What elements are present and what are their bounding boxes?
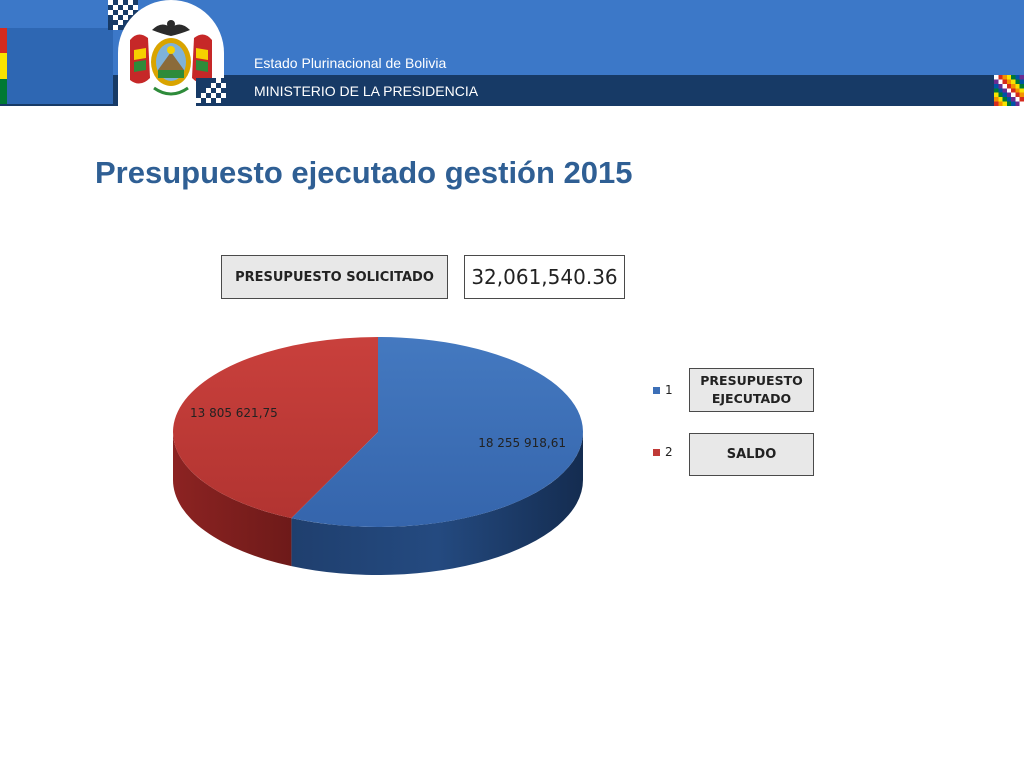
- legend-swatch-2: [653, 449, 660, 456]
- legend-label-2: 2: [665, 445, 673, 459]
- data-label-1: 18 255 918,61: [478, 435, 567, 450]
- legend-box-executed: PRESUPUESTO EJECUTADO: [689, 368, 814, 412]
- data-label-2: 13 805 621,75: [189, 406, 278, 421]
- requested-budget-amount: 32,061,540.36: [464, 255, 625, 299]
- requested-budget-label: PRESUPUESTO SOLICITADO: [221, 255, 448, 299]
- legend-swatch-1: [653, 387, 660, 394]
- page-title: Presupuesto ejecutado gestión 2015: [95, 155, 633, 190]
- legend-box-balance: SALDO: [689, 433, 814, 476]
- header-ministry-name: MINISTERIO DE LA PRESIDENCIA: [254, 83, 479, 99]
- header-state-name: Estado Plurinacional de Bolivia: [254, 55, 447, 71]
- legend-label-1: 1: [665, 383, 673, 397]
